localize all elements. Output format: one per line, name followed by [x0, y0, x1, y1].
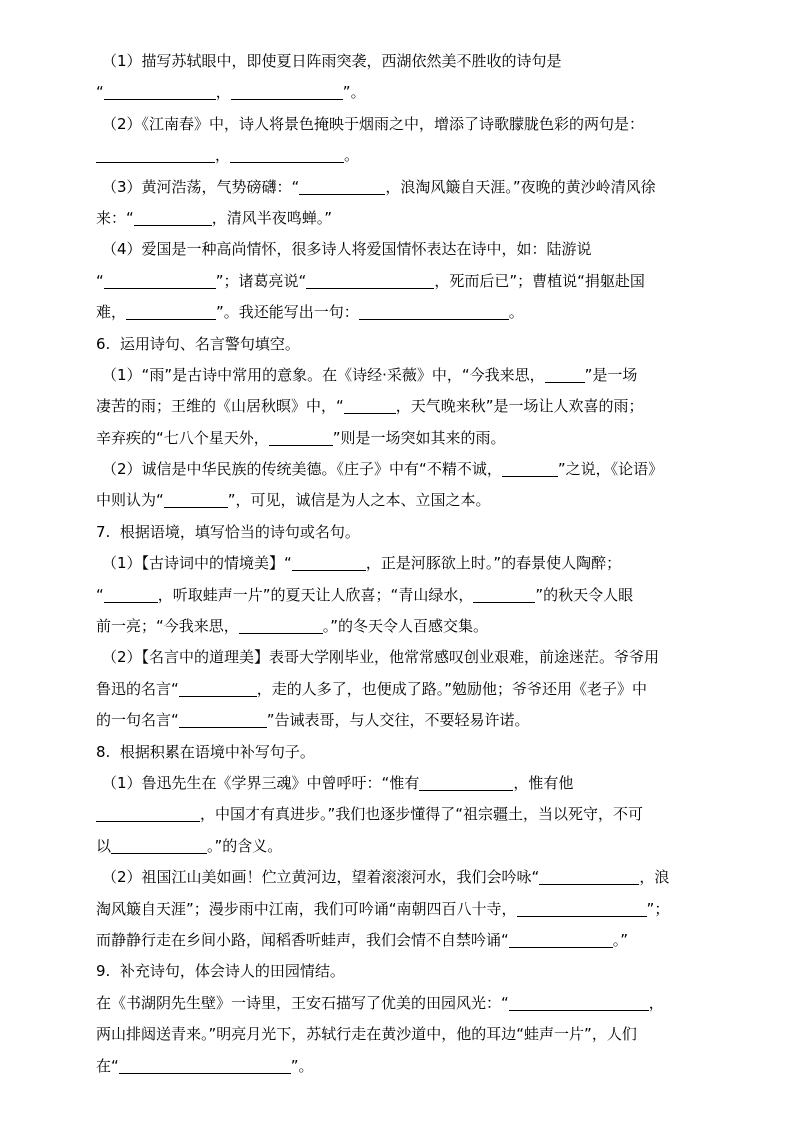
q8-heading: 8. 根据积累在语境中补写句子。 [96, 742, 315, 761]
q9-line-1: 在《书湖阴先生壁》一诗里，王安石描写了优美的田园风光：“ ， [96, 993, 664, 1012]
q8-1-line-2: ，中国才有真进步。”我们也逐步懂得了“祖宗疆土，当以死守，不可 [96, 799, 706, 830]
q5-3-line-2: 来：“ ，清风半夜鸣蝉。” [96, 208, 333, 227]
answer-blank[interactable] [299, 177, 385, 195]
q6-heading: 6. 运用诗句、名言警句填空。 [96, 334, 300, 353]
q5-2-line-1: （2）《江南春》中，诗人将景色掩映于烟雨之中，增添了诗歌朦胧色彩的两句是： [102, 114, 645, 133]
q8-1-line-1: （1）鲁迅先生在《学界三魂》中曾呼吁：“惟有 ，惟有他 [102, 773, 574, 792]
answer-blank[interactable] [509, 993, 649, 1011]
q5-1-line-2: “ ， ”。 [96, 83, 366, 102]
q7-2-line-2: 鲁迅的名言“ ，走的人多了，也便成了路。”勉励他；爷爷还用《老子》中 [96, 679, 648, 698]
answer-blank[interactable] [231, 82, 343, 100]
q6-1-line-3: 辛弃疾的“七八个星天外， ”则是一场突如其来的雨。 [96, 428, 506, 447]
answer-blank[interactable] [96, 804, 200, 822]
answer-blank[interactable] [509, 930, 613, 948]
q8-2-line-2: 淘风簸自天涯”；漫步雨中江南，我们可吟诵“南朝四百八十寺， ”； [96, 899, 670, 918]
q5-1-line-1: （1）描写苏轼眼中，即使夏日阵雨突袭，西湖依然美不胜收的诗句是 [102, 52, 562, 70]
q7-1-line-3: 前一亮；“今我来思， 。”的冬天令人百感交集。 [96, 617, 489, 636]
answer-blank[interactable] [359, 302, 509, 320]
answer-blank[interactable] [419, 773, 513, 791]
q9-heading: 9. 补充诗句，体会诗人的田园情结。 [96, 962, 345, 981]
answer-blank[interactable] [517, 899, 647, 917]
q5-3-line-1: （3）黄河浩荡，气势磅礴：“ ，浪淘风簸自天涯。”夜晚的黄沙岭清风徐 [102, 177, 656, 196]
q7-heading: 7. 根据语境，填写恰当的诗句或名句。 [96, 522, 360, 541]
answer-blank[interactable] [545, 365, 585, 383]
q7-2-line-1: （2）【名言中的道理美】表哥大学刚毕业，他常常感叹创业艰难，前途迷茫。爷爷用 [102, 648, 660, 667]
q9-line-3: 在“ ”。 [96, 1056, 314, 1075]
q5-4-line-3: 难， ”。我还能写出一句： 。 [96, 303, 524, 322]
answer-blank[interactable] [111, 836, 207, 854]
q8-2-line-1: （2）祖国江山美如画！伫立黄河边，望着滚滚河水，我们会吟咏“ ，浪 [102, 868, 670, 887]
answer-blank[interactable] [179, 710, 267, 728]
q6-2-line-2: 中则认为“ ”，可见，诚信是为人之本、立国之本。 [96, 491, 491, 510]
q7-2-line-3: 的一句名言“ ”告诫表哥，与人交往，不要轻易许诺。 [96, 711, 530, 730]
answer-blank[interactable] [104, 82, 216, 100]
q7-1-line-2: “ ，听取蛙声一片”的夏天让人欣喜；“青山绿水， ”的秋天令人眼 [96, 585, 634, 604]
q7-1-line-1: （1）【古诗词中的情境美】“ ，正是河豚欲上时。”的春景使人陶醉； [102, 554, 622, 573]
answer-blank[interactable] [292, 553, 366, 571]
q8-1-line-3: 以 。”的含义。 [96, 836, 283, 855]
answer-blank[interactable] [164, 490, 228, 508]
answer-blank[interactable] [306, 271, 434, 289]
document-page [96, 46, 706, 1082]
answer-blank[interactable] [539, 867, 639, 885]
q5-4-line-1: （4）爱国是一种高尚情怀，很多诗人将爱国情怀表达在诗中，如：陆游说 [102, 240, 592, 259]
q6-1-line-1: （1）“雨”是古诗中常用的意象。在《诗经·采薇》中，“今我来思， ”是一场 [102, 365, 638, 384]
q5-4-line-2: “ ”；诸葛亮说“ ，死而后已”；曹植说“捐躯赴国 [96, 271, 645, 290]
q6-1-line-2: 凄苦的雨；王维的《山居秋暝》中，“ ，天气晚来秋”是一场让人欢喜的雨； [96, 397, 644, 416]
answer-blank[interactable] [134, 208, 212, 226]
answer-blank[interactable] [502, 459, 558, 477]
q8-2-line-3: 而静静行走在乡间小路，闻稻香听蛙声，我们会情不自禁吟诵“ 。” [96, 930, 629, 949]
answer-blank[interactable] [104, 271, 216, 289]
answer-blank[interactable] [239, 616, 323, 634]
answer-blank[interactable] [104, 585, 158, 603]
answer-blank[interactable] [179, 679, 257, 697]
answer-blank[interactable] [119, 1056, 291, 1074]
q6-2-line-1: （2）诚信是中华民族的传统美德。《庄子》中有“不精不诚， ”之说，《论语》 [102, 460, 664, 479]
answer-blank[interactable] [230, 145, 344, 163]
answer-blank[interactable] [473, 585, 535, 603]
q9-line-2: 两山排闼送青来。”明亮月光下，苏轼行走在黄沙道中，他的耳边“蛙声一片”，人们 [96, 1025, 637, 1044]
q5-2-line-2: ， 。 [96, 140, 706, 171]
answer-blank[interactable] [96, 145, 215, 163]
answer-blank[interactable] [344, 396, 396, 414]
answer-blank[interactable] [269, 428, 333, 446]
answer-blank[interactable] [126, 302, 216, 320]
